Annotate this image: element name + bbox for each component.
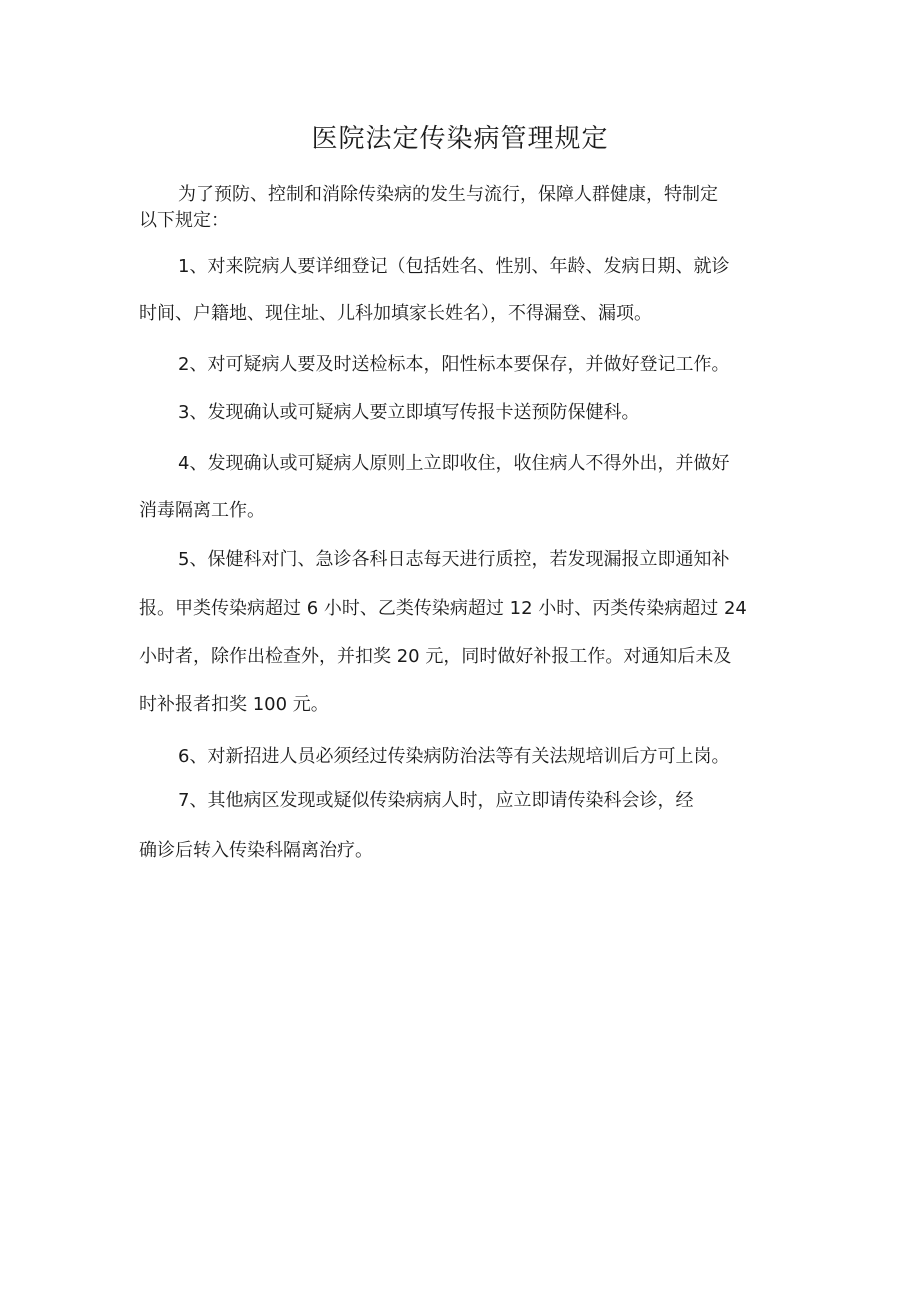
item-4-line-1: 4、发现确认或可疑病人原则上立即收住，收住病人不得外出，并做好 — [178, 453, 730, 474]
intro-line-1: 为了预防、控制和消除传染病的发生与流行，保障人群健康，特制定 — [178, 184, 718, 205]
item-5-line-2: 报。甲类传染病超过 6 小时、乙类传染病超过 12 小时、丙类传染病超过 24 — [139, 598, 747, 619]
intro-line-2: 以下规定： — [139, 210, 229, 231]
item-6-line-1: 6、对新招进人员必须经过传染病防治法等有关法规培训后方可上岗。 — [178, 746, 730, 767]
item-4-line-2: 消毒隔离工作。 — [139, 500, 265, 521]
item-1-line-1: 1、对来院病人要详细登记（包括姓名、性别、年龄、发病日期、就诊 — [178, 256, 730, 277]
document-title: 医院法定传染病管理规定 — [311, 124, 609, 154]
item-1-line-2: 时间、户籍地、现住址、儿科加填家长姓名），不得漏登、漏项。 — [139, 303, 652, 324]
item-5-line-4: 时补报者扣奖 100 元。 — [139, 694, 329, 715]
item-3-line-1: 3、发现确认或可疑病人要立即填写传报卡送预防保健科。 — [178, 402, 640, 423]
item-7-line-2: 确诊后转入传染科隔离治疗。 — [139, 840, 373, 861]
item-7-line-1: 7、其他病区发现或疑似传染病病人时，应立即请传染科会诊，经 — [178, 790, 694, 811]
item-2-line-1: 2、对可疑病人要及时送检标本，阳性标本要保存，并做好登记工作。 — [178, 354, 730, 375]
item-5-line-1: 5、保健科对门、急诊各科日志每天进行质控，若发现漏报立即通知补 — [178, 549, 730, 570]
item-5-line-3: 小时者，除作出检查外，并扣奖 20 元，同时做好补报工作。对通知后未及 — [139, 646, 732, 667]
